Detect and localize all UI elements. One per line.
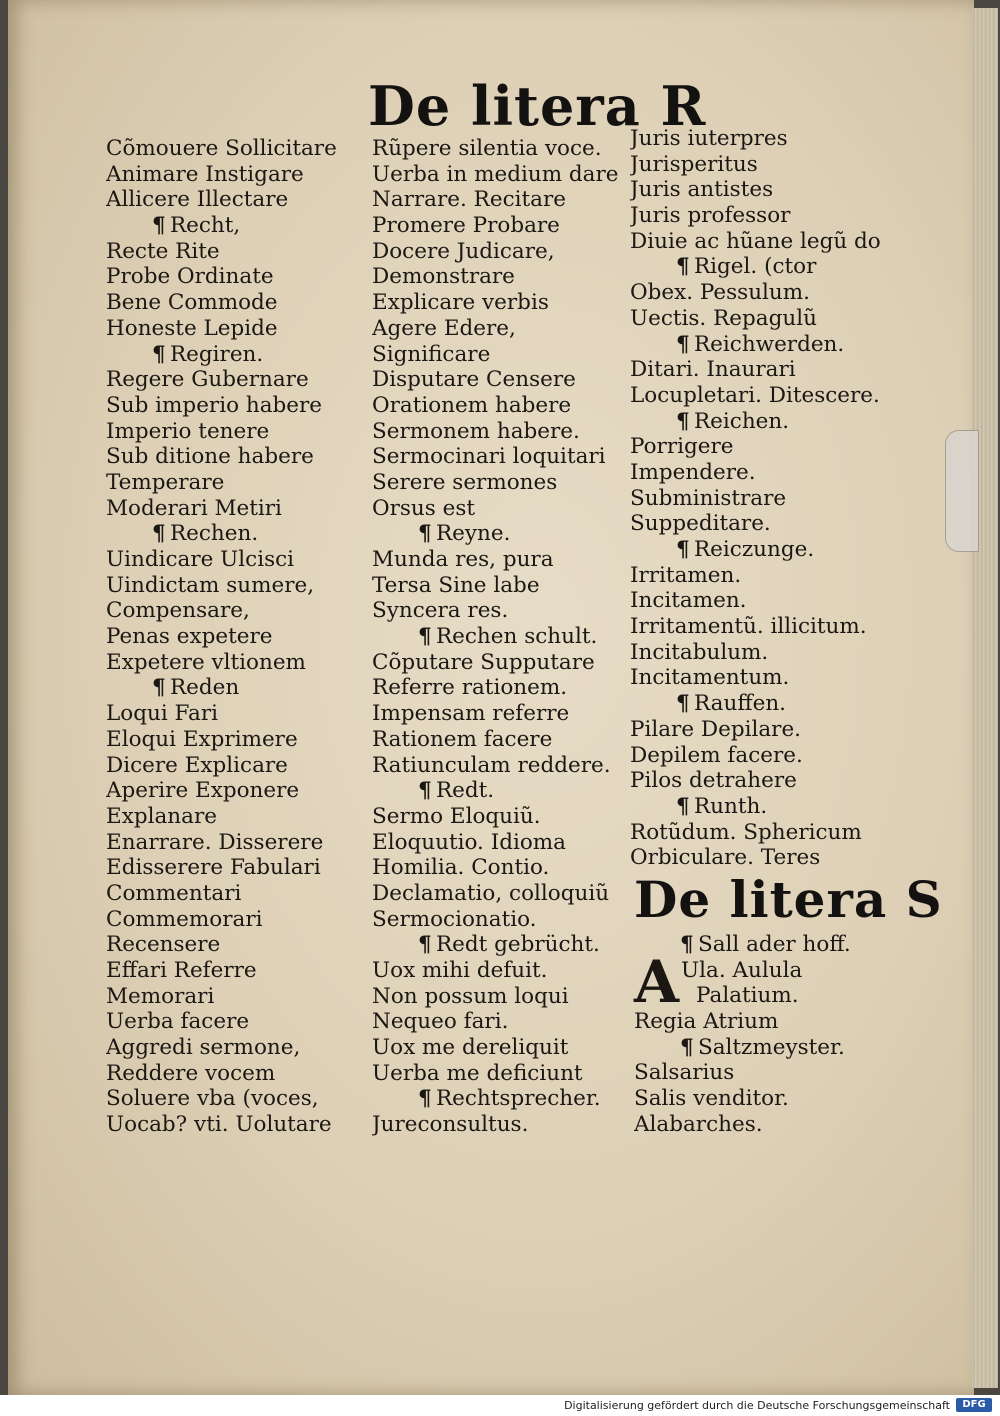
dictionary-entry: Salis venditor. [634,1086,789,1112]
subheading-entry: ¶ Recht, [106,213,368,239]
dictionary-entry: Orsus est [372,495,476,521]
dictionary-entry: Moderari Metiri [106,495,282,521]
dictionary-entry: Penas expetere [106,624,273,650]
dictionary-entry: Commemorari [106,906,263,932]
dictionary-entry: Sermocinari loquitari [372,444,606,470]
dictionary-entry: Homilia. Contio. [372,855,550,881]
dictionary-entry: Irritamen. [630,562,742,588]
dictionary-entry: Aperire Exponere [106,778,300,804]
subheading-entry: ¶ Reichwerden. [630,332,892,358]
page-clip [945,430,979,552]
dictionary-entry: Porrigere [630,434,734,460]
dictionary-entry: Incitamen. [630,588,747,614]
dictionary-entry: Eloqui Exprimere [106,726,298,752]
dictionary-entry: Recensere [106,932,221,958]
dictionary-entry: Referre rationem. [372,675,568,701]
dictionary-entry: Subministrare [630,485,787,511]
dictionary-entry: Jureconsultus. [372,1112,529,1138]
entry-text: Ula. Aulula [681,957,803,983]
dictionary-entry: Effari Referre [106,958,257,983]
dictionary-entry: Serere sermones [372,469,558,495]
dictionary-entry: Expetere vltionem [106,649,306,675]
subheading-entry: ¶ Reiczunge. [630,537,892,563]
page-edge [972,8,998,1388]
dictionary-entry: Commentari [106,880,242,906]
dictionary-entry: Explicare verbis [372,290,549,316]
dictionary-entry: Sub imperio habere [106,392,323,418]
dictionary-entry: Regia Atrium [634,1009,779,1035]
subheading-entry: ¶ Rechen schult. [372,624,634,650]
dictionary-entry: Irritamentũ. illicitum. [630,614,867,640]
dictionary-entry: Jurisperitus [630,151,758,177]
dictionary-entry: Demonstrare [372,264,515,290]
dictionary-entry: Juris antistes [630,177,774,203]
subheading-entry: ¶ Rigel. (ctor [630,254,892,280]
column-right [630,126,892,871]
dictionary-entry: Agere Edere, [372,315,516,341]
dictionary-entry: Reddere vocem [106,1060,276,1086]
dictionary-entry: Sub ditione habere [106,444,314,470]
dictionary-entry: Juris iuterpres [630,126,788,151]
dictionary-entry: Salsarius [634,1060,735,1086]
dictionary-entry: Compensare, [106,598,250,624]
dictionary-entry: Uerba in medium dare [372,161,619,187]
subheading-entry: ¶ Sall ader hoff. [634,932,884,958]
subheading-entry: ¶ Reden [106,675,368,701]
dictionary-entry: Sermonem habere. [372,418,580,444]
dictionary-entry: Rotũdum. Sphericum [630,819,862,845]
dictionary-entry: Palatium. [696,983,799,1009]
dictionary-entry: Impensam referre [372,701,570,727]
dictionary-entry: Incitamentum. [630,665,790,691]
dictionary-entry: Nequeo fari. [372,1009,509,1035]
dictionary-entry: Ratiunculam reddere. [372,752,611,778]
column-middle [372,136,634,1138]
dictionary-entry: Dicere Explicare [106,752,288,778]
dictionary-entry: Uox mihi defuit. [372,958,548,983]
subheading-entry: ¶ Saltzmeyster. [634,1035,884,1061]
dictionary-entry: Temperare [106,469,225,495]
dictionary-entry: Docere Judicare, [372,238,555,264]
dictionary-entry: Uerba me deficiunt [372,1060,583,1086]
dictionary-entry: Uocab? vti. Uolutare [106,1112,332,1138]
dictionary-entry: Obex. Pessulum. [630,280,810,306]
dictionary-entry: Significare [372,341,491,367]
dictionary-entry: Cõputare Supputare [372,649,595,675]
column-right-s-section [634,932,884,1138]
dictionary-entry: Pilos detrahere [630,768,797,794]
dictionary-entry: Non possum loqui [372,983,569,1009]
dictionary-entry: Allicere Illectare [106,187,289,213]
subheading-entry: ¶ Runth. [630,794,892,820]
subheading-entry: ¶ Reichen. [630,409,892,435]
dictionary-entry: Diuie ac hũane legũ do [630,228,881,254]
section-heading-r: De litera R [368,74,707,138]
dictionary-entry: Explanare [106,803,217,829]
dictionary-entry: Locupletari. Ditescere. [630,382,880,408]
dictionary-entry: Imperio tenere [106,418,270,444]
dictionary-entry: Narrare. Recitare [372,187,566,213]
section-heading-s: De litera S [634,870,943,929]
dictionary-entry: Uerba facere [106,1009,250,1035]
subheading-entry: ¶ Redt. [372,778,634,804]
footer-bar [0,1395,1000,1416]
dictionary-entry: Syncera res. [372,598,509,624]
dictionary-entry: Depilem facere. [630,742,803,768]
dictionary-entry: Enarrare. Disserere [106,829,324,855]
subheading-entry: ¶ Regiren. [106,342,368,368]
subheading-entry: ¶ Redt gebrücht. [372,932,634,958]
dictionary-entry: Pilare Depilare. [630,716,802,742]
dictionary-entry: Animare Instigare [106,161,304,187]
dictionary-entry: Ditari. Inaurari [630,357,796,383]
dictionary-entry: Uindictam sumere, [106,572,315,598]
dictionary-entry: Suppeditare. [630,511,771,537]
footer-credit: Digitalisierung gefördert durch die Deutsche Forschungsgemeinschaft [564,1399,950,1412]
dictionary-entry: Orationem habere [372,392,572,418]
dictionary-entry: Promere Probare [372,213,560,239]
column-left [106,136,368,1138]
dictionary-entry: Tersa Sine labe [372,572,540,598]
dictionary-entry: Recte Rite [106,238,220,264]
subheading-entry: ¶ Rechtsprecher. [372,1086,634,1112]
dictionary-entry: Impendere. [630,459,756,485]
dictionary-entry: Alabarches. [634,1111,763,1137]
dictionary-entry: Juris professor [630,203,791,229]
dictionary-entry: Munda res, pura [372,547,554,572]
dictionary-entry: Orbiculare. Teres [630,845,821,871]
subheading-entry: ¶ Reyne. [372,521,634,547]
dictionary-entry: Rationem facere [372,726,553,752]
dictionary-entry: Sermocionatio. [372,906,537,932]
dictionary-entry: Regere Gubernare [106,367,309,393]
drop-cap: A [634,947,680,1016]
dictionary-entry: Honeste Lepide [106,315,278,341]
dictionary-entry: Uectis. Repagulũ [630,305,817,331]
dictionary-entry: Memorari [106,983,215,1009]
dfg-logo: DFG [956,1398,992,1412]
dictionary-entry: Incitabulum. [630,639,769,665]
dictionary-entry: Uox me dereliquit [372,1035,569,1061]
dictionary-entry: Eloquutio. Idioma [372,829,567,855]
dictionary-entry: Cõmouere Sollicitare [106,136,337,161]
dictionary-entry: Probe Ordinate [106,264,274,290]
dictionary-entry: Uindicare Ulcisci [106,547,295,572]
dictionary-entry: Disputare Censere [372,367,576,393]
dictionary-entry: Declamatio, colloquiũ [372,880,610,906]
subheading-entry: ¶ Rechen. [106,521,368,547]
dictionary-entry: Rũpere silentia voce. [372,136,602,161]
subheading-entry: ¶ Rauffen. [630,691,892,717]
dictionary-entry: Aggredi sermone, [106,1035,301,1061]
dictionary-entry: Loqui Fari [106,701,218,727]
dictionary-entry: Edisserere Fabulari [106,855,321,881]
dictionary-entry: Sermo Eloquiũ. [372,803,541,829]
dictionary-entry: Bene Commode [106,290,278,316]
dictionary-entry: Soluere vba (voces, [106,1086,319,1112]
